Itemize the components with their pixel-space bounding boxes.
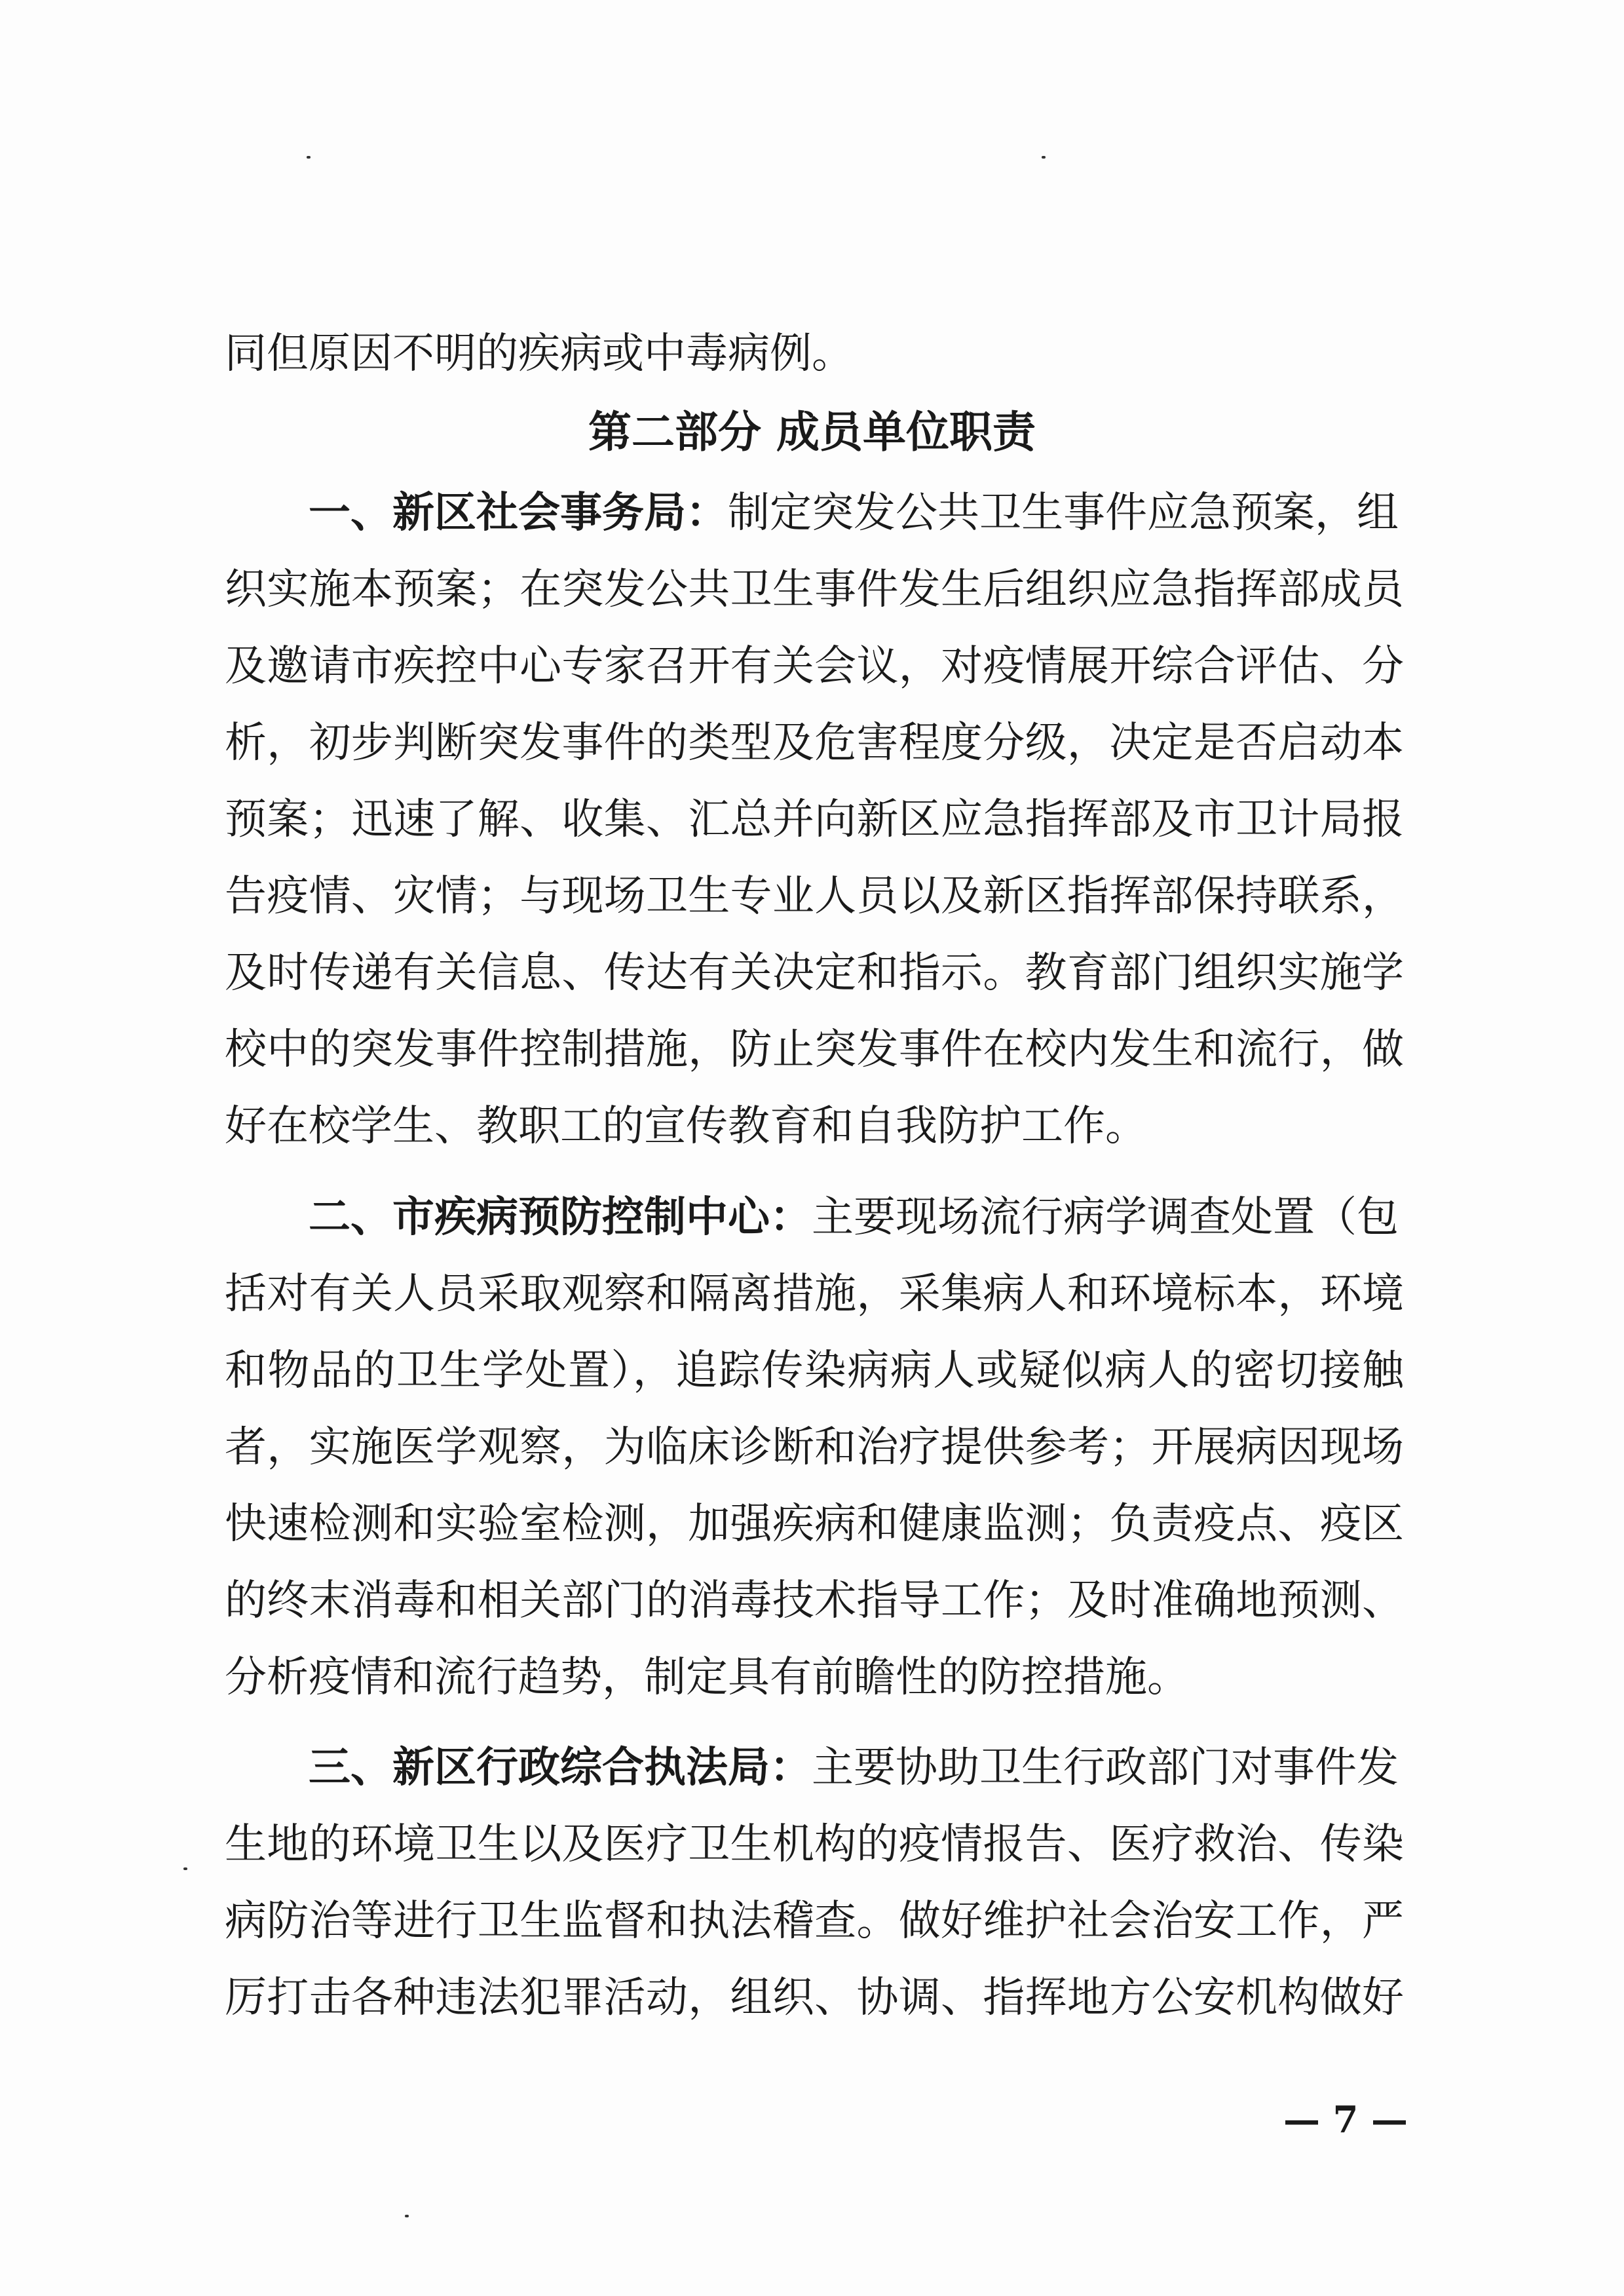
body-line: 及时传递有关信息、传达有关决定和指示。教育部门组织实施学 xyxy=(225,949,1404,997)
paragraph-3-lead: 三、新区行政综合执法局： xyxy=(309,1743,812,1792)
body-line: 括对有关人员采取观察和隔离措施，采集病人和环境标本，环境 xyxy=(225,1270,1404,1318)
body-line: 分析疫情和流行趋势，制定具有前瞻性的防控措施。 xyxy=(225,1653,1189,1702)
scan-speck xyxy=(1042,156,1046,159)
body-line: 生地的环境卫生以及医疗卫生机构的疫情报告、医疗救治、传染 xyxy=(225,1820,1404,1869)
body-line: 校中的突发事件控制措施，防止突发事件在校内发生和流行，做 xyxy=(225,1025,1404,1074)
paragraph-2-line-1 xyxy=(225,1186,1404,1249)
body-line: 病防治等进行卫生监督和执法稽查。做好维护社会治安工作，严 xyxy=(225,1897,1404,1945)
paragraph-1-line-1 xyxy=(225,482,1404,545)
body-line: 厉打击各种违法犯罪活动，组织、协调、指挥地方公安机构做好 xyxy=(225,1974,1404,2022)
body-line: 同但原因不明的疾病或中毒病例。 xyxy=(225,330,854,378)
body-line: 的终末消毒和相关部门的消毒技术指导工作；及时准确地预测、 xyxy=(225,1577,1404,1625)
paragraph-1-lead-rest: 制定突发公共卫生事件应急预案，组 xyxy=(728,489,1399,537)
body-line: 织实施本预案；在突发公共卫生事件发生后组织应急指挥部成员 xyxy=(225,565,1404,614)
body-line: 者，实施医学观察，为临床诊断和治疗提供参考；开展病因现场 xyxy=(225,1423,1404,1472)
body-line: 告疫情、灾情；与现场卫生专业人员以及新区指挥部保持联系， xyxy=(225,872,1404,921)
paragraph-3-line-1 xyxy=(225,1736,1404,1799)
body-line: 快速检测和实验室检测，加强疾病和健康监测；负责疫点、疫区 xyxy=(225,1500,1404,1548)
scan-speck xyxy=(405,2215,409,2217)
body-line: 和物品的卫生学处置），追踪传染病病人或疑似病人的密切接触 xyxy=(225,1347,1404,1395)
paragraph-2-lead-rest: 主要现场流行病学调查处置（包 xyxy=(812,1193,1399,1242)
page-number: — 7 — xyxy=(1283,2098,1408,2141)
scan-speck xyxy=(307,156,311,159)
scan-speck xyxy=(183,1867,187,1870)
body-line: 析，初步判断突发事件的类型及危害程度分级，决定是否启动本 xyxy=(225,719,1404,767)
body-line: 好在校学生、教职工的宣传教育和自我防护工作。 xyxy=(225,1102,1147,1151)
body-line: 预案；迅速了解、收集、汇总并向新区应急指挥部及市卫计局报 xyxy=(225,795,1404,844)
body-line: 及邀请市疾控中心专家召开有关会议，对疫情展开综合评估、分 xyxy=(225,642,1404,691)
paragraph-1-lead: 一、新区社会事务局： xyxy=(309,488,728,537)
paragraph-2-lead: 二、市疾病预防控制中心： xyxy=(309,1193,812,1242)
paragraph-3-lead-rest: 主要协助卫生行政部门对事件发 xyxy=(812,1744,1399,1792)
section-heading: 第二部分 成员单位职责 xyxy=(588,407,1036,457)
